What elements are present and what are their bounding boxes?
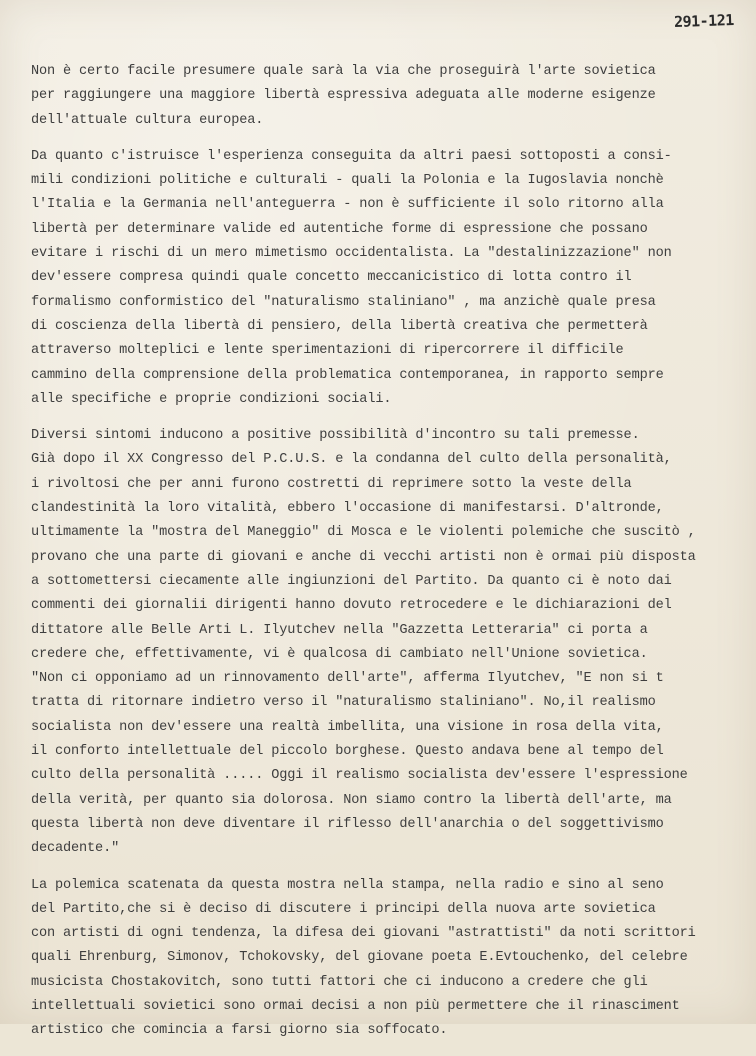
text-line: culto della personalità ..... Oggi il realismo socialista dev'essere l'espressione xyxy=(31,768,688,784)
text-line: quali Ehrenburg, Simonov, Tchokovsky, del giovane poeta E.Evtouchenko, del celebre xyxy=(31,950,688,966)
text-line: l'Italia e la Germania nell'anteguerra - non è sufficiente il solo ritorno alla xyxy=(31,197,664,213)
text-line: del Partito,che si è deciso di discutere i principi della nuova arte sovietica xyxy=(31,901,656,917)
text-line: libertà per determinare valide ed autentiche forme di espressione che possano xyxy=(31,221,648,237)
text-line: attraverso molteplici e lente sperimentazioni di ripercorrere il difficile xyxy=(31,343,624,359)
text-line: credere che, effettivamente, vi è qualcosa di cambiato nell'Unione sovietica. xyxy=(31,646,648,662)
text-line: dev'essere compresa quindi quale concetto meccanicistico di lotta contro il xyxy=(31,270,632,286)
paragraph-3 xyxy=(31,424,731,861)
text-line: il conforto intellettuale del piccolo borghese. Questo andava bene al tempo del xyxy=(31,744,664,760)
text-line: tratta di ritornare indietro verso il "naturalismo staliniano". No,il realismo xyxy=(31,695,656,711)
text-line: intellettuali sovietici sono ormai decisi a non più permettere che il rinasciment xyxy=(31,998,680,1014)
text-line: Da quanto c'istruisce l'esperienza conseguita da altri paesi sottoposti a consi- xyxy=(31,148,672,164)
text-line: con artisti di ogni tendenza, la difesa dei giovani "astrattisti" da noti scrittori xyxy=(31,926,696,942)
text-line: di coscienza della libertà di pensiero, della libertà creativa che permetterà xyxy=(31,318,648,334)
page-number: 291-121 xyxy=(673,10,735,32)
text-line: questa libertà non deve diventare il riflesso dell'anarchia o del soggettivismo xyxy=(31,816,664,832)
paragraph-1 xyxy=(31,60,731,133)
text-line: Non è certo facile presumere quale sarà la via che proseguirà l'arte sovietica xyxy=(31,64,656,79)
text-line: ultimamente la "mostra del Maneggio" di Mosca e le violenti polemiche che suscitò , xyxy=(31,525,696,541)
text-line: La polemica scatenata da questa mostra nella stampa, nella radio e sino al seno xyxy=(31,877,664,893)
text-line: alle specifiche e proprie condizioni sociali. xyxy=(31,391,392,407)
text-line: formalismo conformistico del "naturalismo staliniano" , ma anzichè quale presa xyxy=(31,294,656,310)
text-line: dell'attuale cultura europea. xyxy=(31,112,264,128)
text-line: per raggiungere una maggiore libertà espressiva adeguata alle moderne esigenze xyxy=(31,88,656,104)
text-line: artistico che comincia a farsi giorno sia soffocato. xyxy=(31,1023,448,1039)
text-line: mili condizioni politiche e culturali - quali la Polonia e la Iugoslavia nonchè xyxy=(31,173,664,189)
text-line: a sottomettersi ciecamente alle ingiunzioni del Partito. Da quanto ci è noto dai xyxy=(31,573,672,589)
text-line: "Non ci opponiamo ad un rinnovamento dell'arte", afferma Ilyutchev, "E non si t xyxy=(31,671,664,687)
text-line: clandestinità la loro vitalità, ebbero l'occasione di manifestarsi. D'altronde, xyxy=(31,501,664,517)
document-body xyxy=(31,60,731,1056)
text-line: della verità, per quanto sia dolorosa. Non siamo contro la libertà dell'arte, ma xyxy=(31,792,672,808)
text-line: dittatore alle Belle Arti L. Ilyutchev nella "Gazzetta Letteraria" ci porta a xyxy=(31,622,648,638)
text-line: commenti dei giornalii dirigenti hanno dovuto retrocedere e le dichiarazioni del xyxy=(31,598,672,614)
paragraph-4 xyxy=(31,874,731,1044)
text-line: i rivoltosi che per anni furono costretti di reprimere sotto la veste della xyxy=(31,476,632,492)
text-line: provano che una parte di giovani e anche di vecchi artisti non è ormai più disposta xyxy=(31,549,696,565)
text-line: musicista Chostakovitch, sono tutti fattori che ci inducono a credere che gli xyxy=(31,974,648,990)
paragraph-2 xyxy=(31,145,731,412)
text-line: decadente." xyxy=(31,841,120,857)
text-line: evitare i rischi di un mero mimetismo occidentalista. La "destalinizzazione" non xyxy=(31,246,672,262)
text-line: Diversi sintomi inducono a positive possibilità d'incontro su tali premesse. xyxy=(31,428,640,444)
text-line: socialista non dev'essere una realtà imbellita, una visione in rosa della vita, xyxy=(31,719,664,735)
text-line: Già dopo il XX Congresso del P.C.U.S. e la condanna del culto della personalità, xyxy=(31,452,672,468)
text-line: cammino della comprensione della problematica contemporanea, in rapporto sempre xyxy=(31,367,664,383)
